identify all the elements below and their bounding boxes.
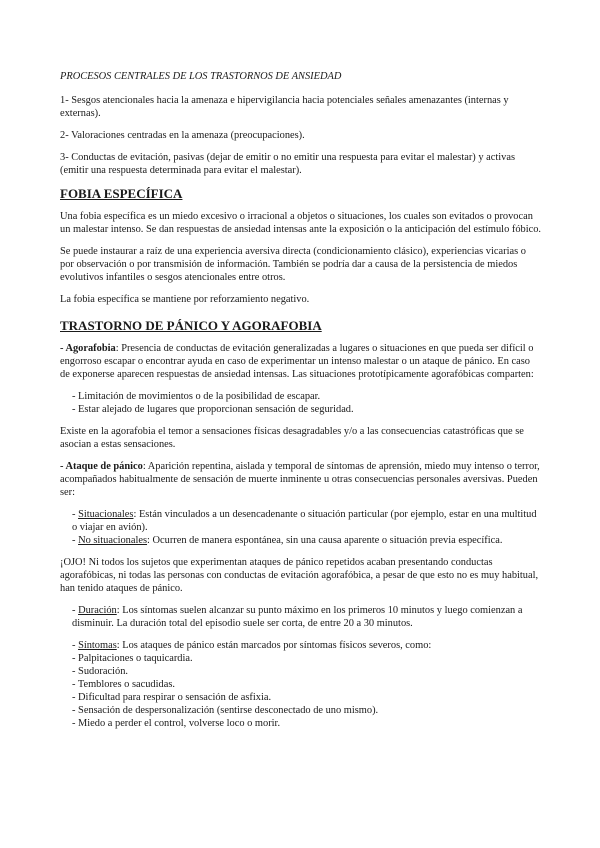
list-item: - Situacionales: Están vinculados a un desencadenante o situación particular (por ejemplo, estar en una multitud o viajar en avión). <box>72 509 537 533</box>
agorafobia-text: : Presencia de conductas de evitación generalizadas a lugares o situaciones en que pueda ser difícil o engorroso escapar o encontrar ayuda en caso de experimentar un intenso malestar o un ataque de pánico. En caso de exponerse aparecen respuestas de ansiedad intensas. Las situaciones prototípicamente agorafóbicas comparten: <box>60 343 534 380</box>
agorafobia-label: - Agorafobia <box>60 343 116 354</box>
agorafobia-list <box>72 390 542 416</box>
list-item: - Temblores o sacudidas. <box>72 679 175 690</box>
list-item: - Limitación de movimientos o de la posibilidad de escapar. <box>72 391 321 402</box>
intro-title: PROCESOS CENTRALES DE LOS TRASTORNOS DE ANSIEDAD <box>60 71 342 82</box>
no-situacionales-label: No situacionales <box>78 535 148 546</box>
list-item: - Sensación de despersonalización (sentirse desconectado de uno mismo). <box>72 705 379 716</box>
list-item: - Síntomas: Los ataques de pánico están marcados por síntomas físicos severos, como: <box>72 640 432 651</box>
situacionales-label: Situacionales <box>78 509 134 520</box>
agorafobia-paragraph <box>60 342 542 381</box>
sintomas-list <box>72 652 542 730</box>
duracion-label: Duración <box>78 605 117 616</box>
intro-item-3: 3- Conductas de evitación, pasivas (dejar de emitir o no emitir una respuesta para evitar el malestar) y activas (emitir una respuesta determinada para evitar el malestar). <box>60 152 515 176</box>
duracion-block <box>72 604 542 630</box>
list-item: - Duración: Los síntomas suelen alcanzar su punto máximo en los primeros 10 minutos y luego comienzan a disminuir. La duración total del episodio suele ser corta, de entre 20 a 30 minutos. <box>72 605 523 629</box>
list-item: - Palpitaciones o taquicardia. <box>72 653 193 664</box>
list-item: - No situacionales: Ocurren de manera espontánea, sin una causa aparente o situación previa específica. <box>72 535 503 546</box>
fobia-paragraph-3: La fobia específica se mantiene por reforzamiento negativo. <box>60 294 310 305</box>
no-situacionales-text: : Ocurren de manera espontánea, sin una causa aparente o situación previa específica. <box>147 535 503 546</box>
list-item: - Sudoración. <box>72 666 128 677</box>
section-title-panico: TRASTORNO DE PÁNICO Y AGORAFOBIA <box>60 318 322 333</box>
sintomas-block <box>72 639 542 730</box>
sintomas-text: : Los ataques de pánico están marcados por síntomas físicos severos, como: <box>116 640 432 651</box>
list-item: - Estar alejado de lugares que proporcionan sensación de seguridad. <box>72 404 354 415</box>
fobia-paragraph-2: Se puede instaurar a raíz de una experiencia aversiva directa (condicionamiento clásico), experiencias vicarias o por observación o por transmisión de información. También se podría dar a causa de la persistencia de miedos evolutivos infantiles o sesgos atencionales entre otros. <box>60 246 526 283</box>
list-item: - Miedo a perder el control, volverse loco o morir. <box>72 718 281 729</box>
ojo-paragraph: ¡OJO! Ni todos los sujetos que experimentan ataques de pánico repetidos acaban presentando conductas agorafóbicas, ni todas las personas con conductas de evitación agorafóbica, a pesar de que esto no es muy habitual, han tenido ataques de pánico. <box>60 557 539 594</box>
ataque-label: - Ataque de pánico <box>60 461 143 472</box>
intro-item-1: 1- Sesgos atencionales hacia la amenaza e hipervigilancia hacia potenciales señales amenazantes (internas y externas). <box>60 95 509 119</box>
ataque-types-list <box>72 508 542 547</box>
ataque-paragraph <box>60 460 542 499</box>
intro-item-2: 2- Valoraciones centradas en la amenaza (preocupaciones). <box>60 130 305 141</box>
document-page <box>60 70 542 739</box>
list-item: - Dificultad para respirar o sensación de asfixia. <box>72 692 272 703</box>
agorafobia-paragraph-2: Existe en la agorafobia el temor a sensaciones físicas desagradables y/o a las consecuencias catastróficas que se asocian a estas sensaciones. <box>60 426 524 450</box>
fobia-paragraph-1: Una fobia específica es un miedo excesivo o irracional a objetos o situaciones, los cuales son evitados o provocan un malestar intenso. Se dan respuestas de ansiedad intensas ante la exposición o la anticipación del estímulo fóbico. <box>60 211 542 235</box>
duracion-text: : Los síntomas suelen alcanzar su punto máximo en los primeros 10 minutos y luego comienzan a disminuir. La duración total del episodio suele ser corta, de entre 20 a 30 minutos. <box>72 605 523 629</box>
sintomas-label: Síntomas <box>78 640 117 651</box>
situacionales-text: : Están vinculados a un desencadenante o situación particular (por ejemplo, estar en una multitud o viajar en avión). <box>72 509 537 533</box>
ataque-text: : Aparición repentina, aislada y temporal de síntomas de aprensión, miedo muy intenso o terror, acompañados habitualmente de sensación de muerte inminente u otras consecuencias personales aversivas. Pueden ser: <box>60 461 540 498</box>
section-title-fobia: FOBIA ESPECÍFICA <box>60 186 183 201</box>
